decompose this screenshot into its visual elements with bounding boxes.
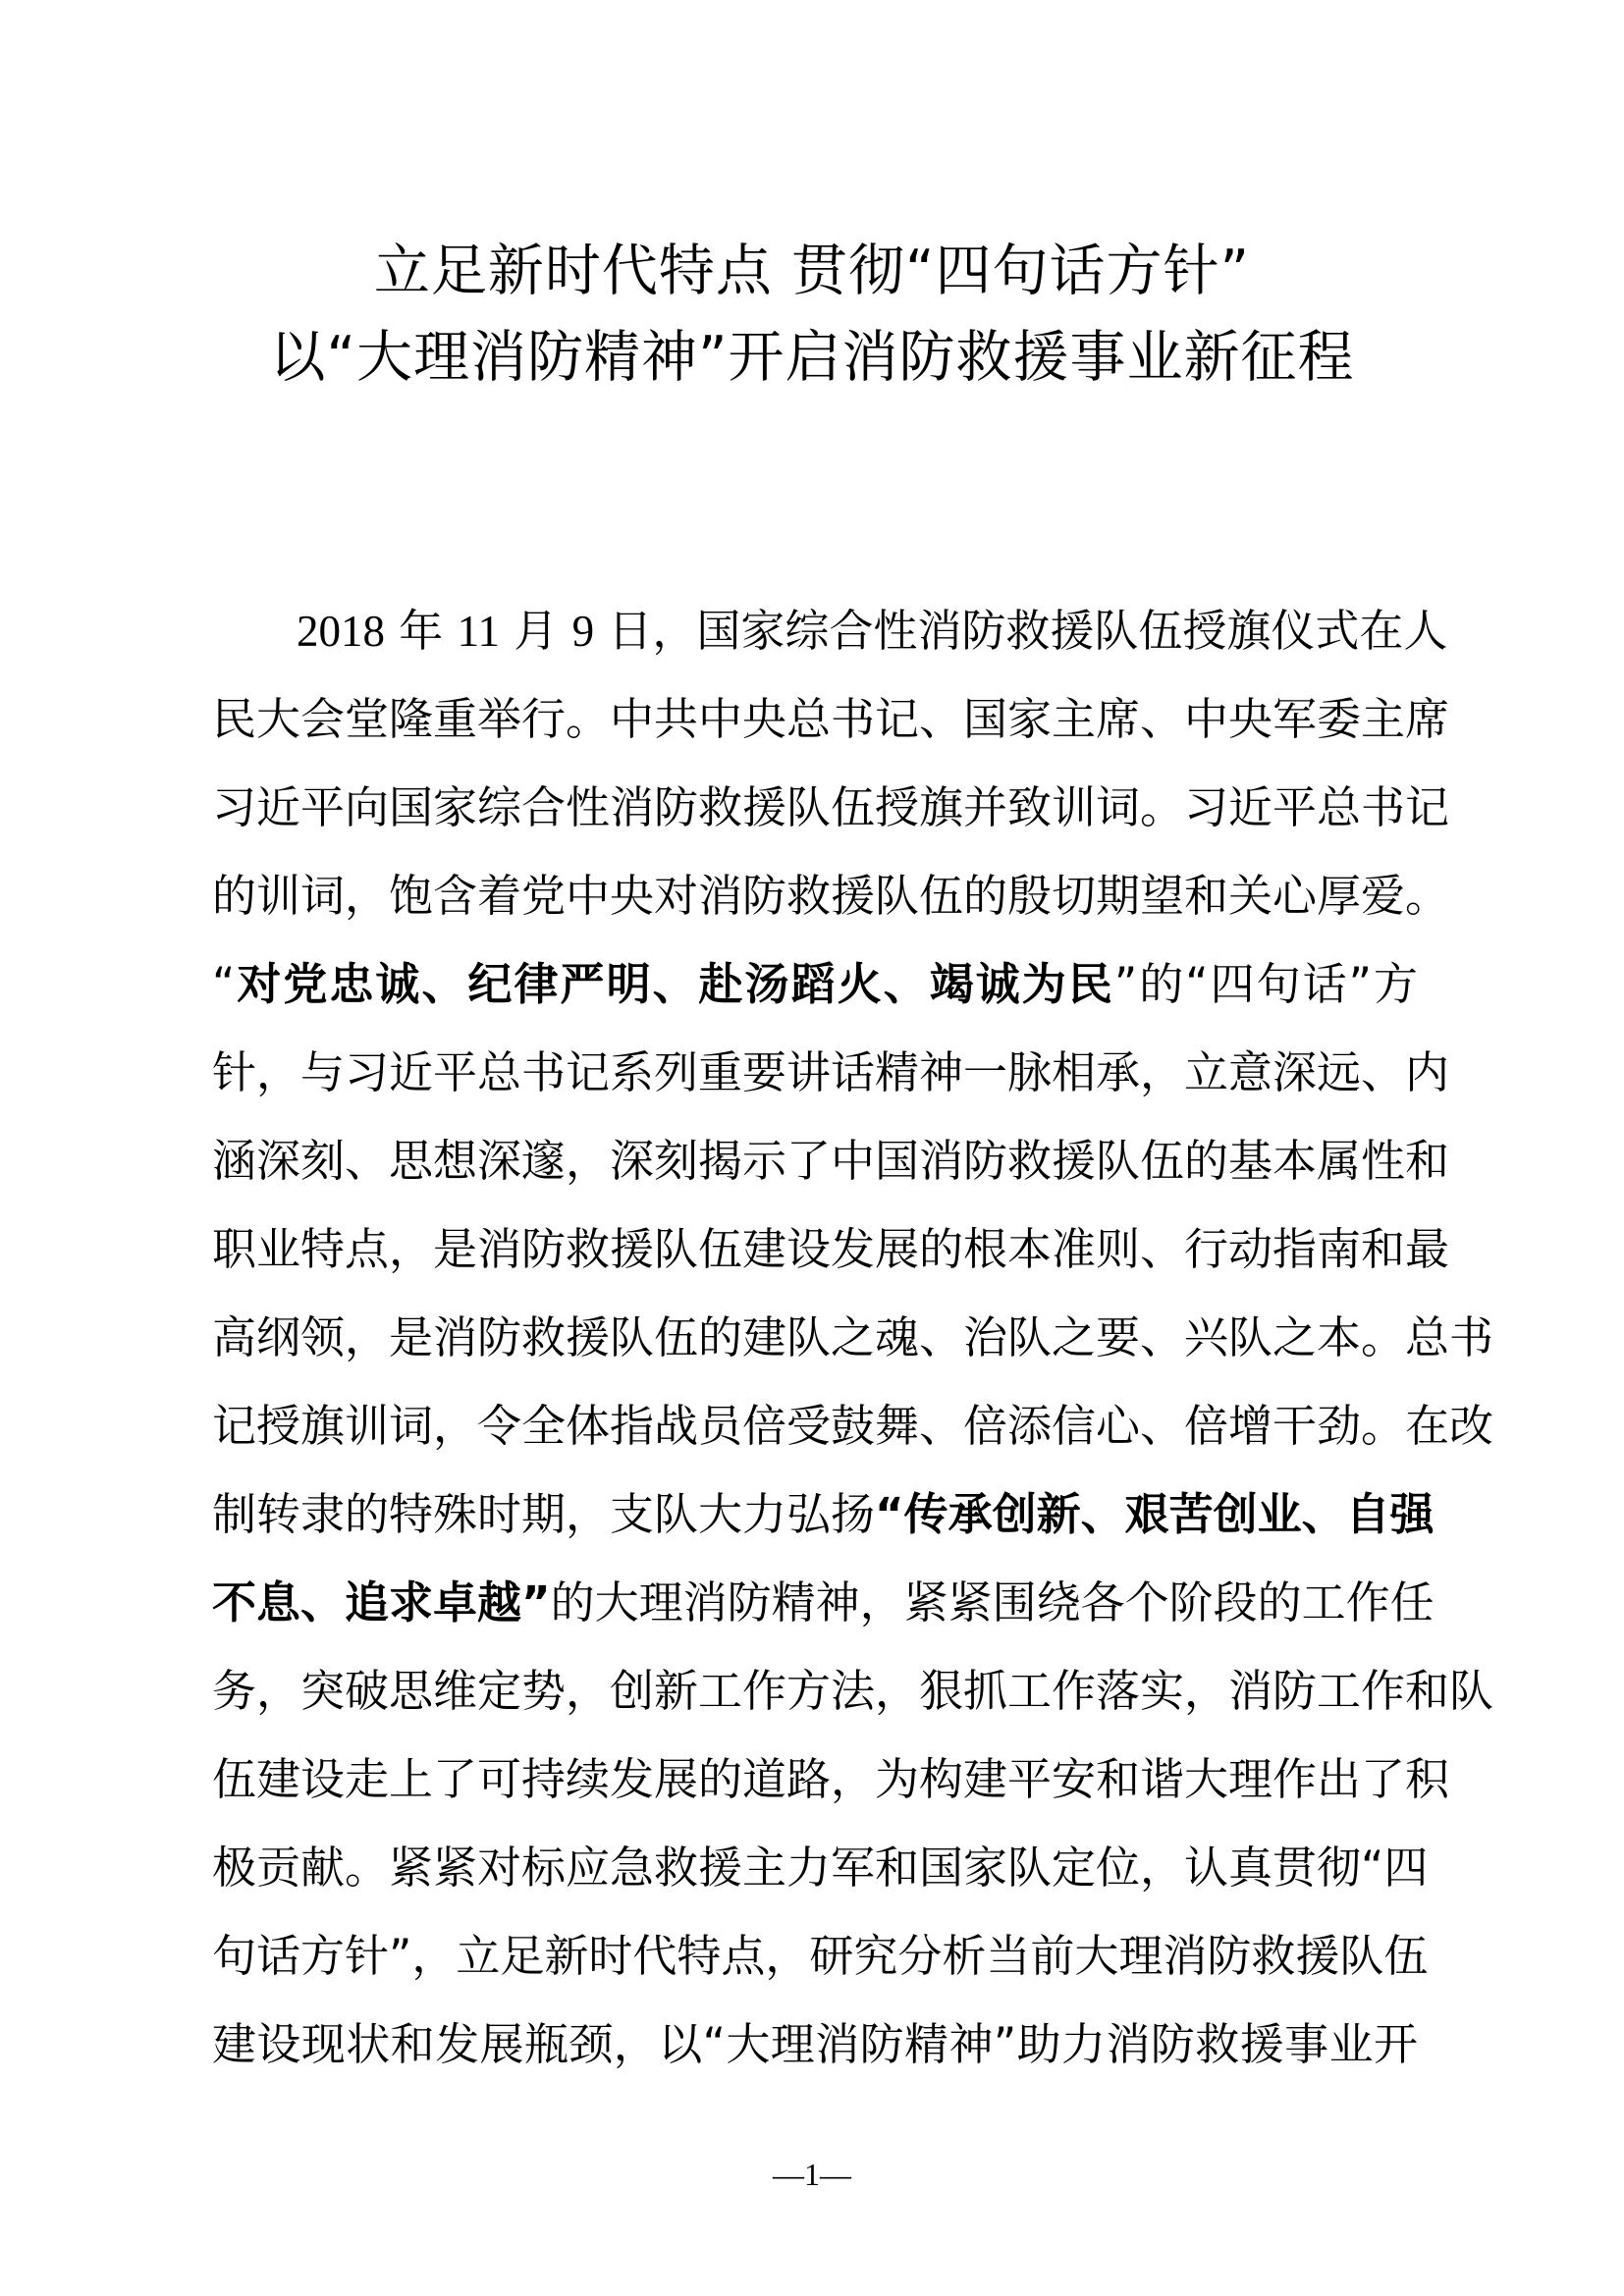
paragraph-line: 民大会堂隆重举行。中共中央总书记、国家主席、中央军委主席: [212, 693, 1450, 745]
paragraph-line: 的训词，饱含着党中央对消防救援队伍的殷切期望和关心厚爱。: [212, 870, 1450, 922]
paragraph-line: 建设现状和发展瓶颈，以“大理消防精神”助力消防救援事业开: [212, 2018, 1418, 2070]
paragraph-line: 高纲领，是消防救援队伍的建队之魂、治队之要、兴队之本。总书: [212, 1311, 1494, 1363]
paragraph-line: “对党忠诚、纪律严明、赴汤蹈火、竭诚为民”的“四句话”方: [212, 958, 1418, 1010]
paragraph-line: 涵深刻、思想深邃，深刻揭示了中国消防救援队伍的基本属性和: [212, 1135, 1450, 1187]
paragraph-line: 伍建设走上了可持续发展的道路，为构建平安和谐大理作出了积: [212, 1753, 1450, 1805]
page-number: —1—: [773, 2157, 851, 2192]
title-line-2: 以“大理消防精神”开启消防救援事业新征程: [269, 325, 1355, 390]
bold-phrase: 不息、追求卓越”: [212, 1576, 551, 1629]
bold-phrase: 对党忠诚、纪律严明、赴汤蹈火、竭诚为民: [235, 958, 1114, 1010]
paragraph-line: 职业特点，是消防救援队伍建设发展的根本准则、行动指南和最: [212, 1223, 1450, 1275]
paragraph-line: 习近平向国家综合性消防救援队伍授旗并致训词。习近平总书记: [212, 781, 1450, 833]
paragraph-line: 记授旗训词，令全体指战员倍受鼓舞、倍添信心、倍增干劲。在改: [212, 1400, 1494, 1452]
paragraph-line: 极贡献。紧紧对标应急救援主力军和国家队定位，认真贯彻“四: [212, 1842, 1429, 1894]
body-text: [212, 587, 1494, 2089]
paragraph-line: 务，突破思维定势，创新工作方法，狠抓工作落实，消防工作和队: [212, 1665, 1494, 1717]
title-line-1: 立足新时代特点 贯彻“四句话方针”: [373, 239, 1251, 303]
document-title: [0, 228, 1624, 400]
paragraph-line: 句话方针”，立足新时代特点，研究分析当前大理消防救援队伍: [212, 1930, 1429, 1982]
paragraph-line: 2018 年 11 月 9 日，国家综合性消防救援队伍授旗仪式在人: [297, 605, 1448, 657]
paragraph-line: 针，与习近平总书记系列重要讲话精神一脉相承，立意深远、内: [212, 1046, 1450, 1098]
bold-phrase: “传承创新、艰苦创业、自强: [875, 1488, 1435, 1540]
paragraph-line: 不息、追求卓越”的大理消防精神，紧紧围绕各个阶段的工作任: [212, 1576, 1435, 1629]
paragraph-line: 制转隶的特殊时期，支队大力弘扬“传承创新、艰苦创业、自强: [212, 1488, 1435, 1540]
